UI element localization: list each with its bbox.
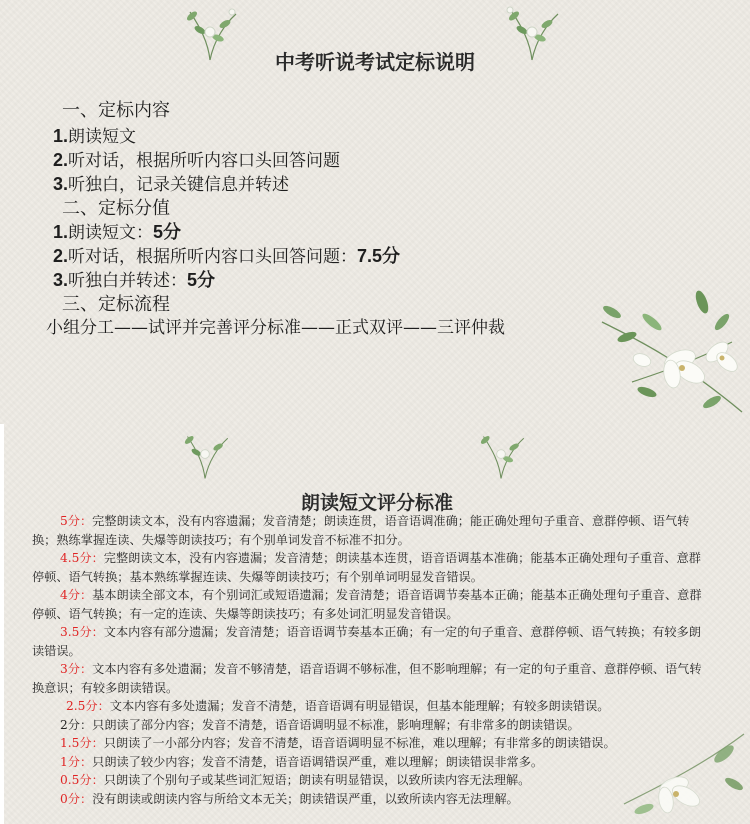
content-item: 3.听独白，记录关键信息并转述: [53, 174, 290, 195]
section-heading-score: 二、定标分值: [62, 198, 170, 219]
flow-text: 小组分工——试评并完善评分标准——正式双评——三评仲裁: [46, 318, 505, 338]
criterion-item: 1分：只朗读了较少内容；发音不清楚，语音语调错误严重，难以理解；朗读错误非常多。: [60, 754, 544, 769]
score-item: 3.听独白并转述：5分: [53, 270, 216, 291]
flower-sprig-right-icon: [466, 426, 536, 482]
criterion-item: 3分：文本内容有多处遗漏；发音不够清楚，语音语调不够标准，但不影响理解；有一定的句子重音、意群停顿、语气转换意识；有较多朗读错误。: [32, 662, 702, 695]
section-heading-content: 一、定标内容: [62, 100, 170, 121]
criterion-item: 4分：基本朗读全部文本，有个别词汇或短语遗漏；发音清楚；语音语调节奏基本正确；能基本正确处理句子重音、意群停顿、语气转换；有一定的连读、失爆等朗读技巧；有多处词汇明显发音错误。: [32, 588, 702, 621]
score-item: 1.朗读短文：5分: [53, 222, 182, 243]
flower-sprig-left-icon: [170, 426, 240, 482]
page-title: 中考听说考试定标说明: [275, 50, 475, 74]
criterion-item: 2.5分：文本内容有多处遗漏；发音不清楚，语音语调有明显错误，但基本能理解；有较多朗读错误。: [66, 699, 610, 713]
content-item: 1.朗读短文: [53, 126, 137, 147]
section-title: 朗读短文评分标准: [300, 492, 453, 514]
magnolia-flowers-icon: [592, 282, 750, 424]
criterion-item: 4.5分：完整朗读文本，没有内容遗漏；发音清楚；朗读基本连贯，语音语调基本准确；能基本正确处理句子重音、意群停顿、语气转换；基本熟练掌握连读、失爆等朗读技巧；有个别单词明显发音错误。: [32, 551, 701, 584]
section-heading-flow: 三、定标流程: [62, 294, 170, 315]
criterion-item: 5分：完整朗读文本，没有内容遗漏；发音清楚；朗读连贯，语音语调准确；能正确处理句子重音、意群停顿、语气转换；熟练掌握连读、失爆等朗读技巧；有个别单词发音不标准不扣分。: [32, 514, 690, 547]
score-item: 2.听对话，根据所听内容口头回答问题：7.5分: [53, 246, 401, 267]
magnolia-flowers-icon: [604, 724, 750, 824]
criterion-item: 3.5分：文本内容有部分遗漏；发音清楚；语音语调节奏基本正确；有一定的句子重音、意群停顿、语气转换；有较多朗读错误。: [32, 625, 701, 658]
content-item: 2.听对话，根据所听内容口头回答问题: [53, 150, 341, 171]
criterion-item: 2分：只朗读了部分内容；发音不清楚，语音语调明显不标准，影响理解；有非常多的朗读错误。: [60, 717, 580, 732]
criterion-item: 0分：没有朗读或朗读内容与所给文本无关；朗读错误严重，以致所读内容无法理解。: [60, 791, 519, 806]
criterion-item: 1.5分：只朗读了一小部分内容；发音不清楚，语音语调明显不标准，难以理解；有非常多的朗读错误。: [60, 736, 616, 750]
bottom-panel: [4, 424, 750, 824]
criterion-item: 0.5分：只朗读了个别句子或某些词汇短语；朗读有明显错误，以致所读内容无法理解。: [60, 773, 531, 787]
